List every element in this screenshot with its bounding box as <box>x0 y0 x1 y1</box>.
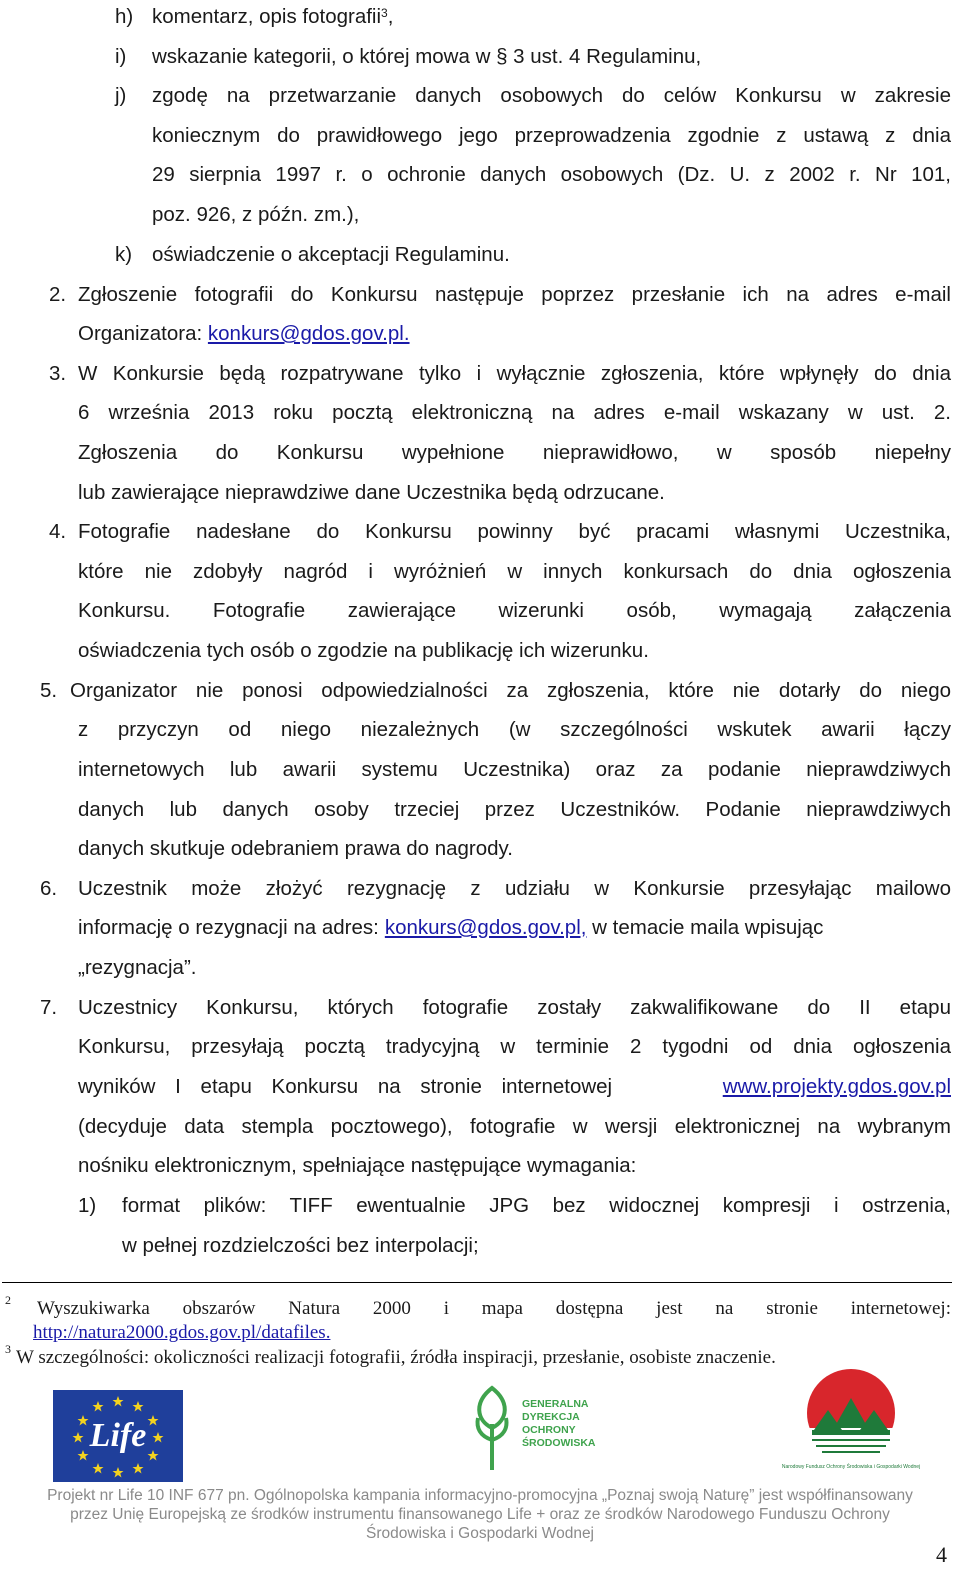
paragraph-7-line: wyników I etapu Konkursu na stronie internetowej www.projekty.gdos.gov.pl <box>78 1075 951 1098</box>
gdos-logo-text: ŚRODOWISKA <box>522 1437 596 1449</box>
page-number: 4 <box>936 1542 947 1567</box>
paragraph-7-line: (decyduje data stempla pocztowego), fotografie w wersji elektronicznej na wybranym <box>78 1115 951 1138</box>
footnote-2-link-line <box>33 1321 330 1345</box>
paragraph-2-line: Zgłoszenie fotografii do Konkursu następuje poprzez przesłanie ich na adres e-mail <box>78 283 951 306</box>
paragraph-3-line: Zgłoszenia do Konkursu wypełnione nieprawidłowo, w sposób niepełny <box>78 441 951 464</box>
footnote-number: 2 <box>5 1293 11 1307</box>
paragraph-5-line: internetowych lub awarii systemu Uczestnika) oraz za podanie nieprawdziwych <box>78 758 951 781</box>
email-link[interactable]: konkurs@gdos.gov.pl, <box>384 916 587 939</box>
item-marker: h) <box>115 5 134 28</box>
gdos-logo-text: OCHRONY <box>522 1424 576 1436</box>
gdos-logo <box>470 1384 596 1474</box>
paragraph-6-line: „rezygnacja”. <box>78 956 197 979</box>
paragraph-5-line: danych skutkuje odebraniem prawa do nagrody. <box>78 837 513 860</box>
paragraph-number: 7. <box>40 996 58 1019</box>
list-item-j-line: poz. 926, z późn. zm.), <box>152 203 360 226</box>
paragraph-number: 4. <box>49 520 67 543</box>
website-link[interactable]: www.projekty.gdos.gov.pl <box>722 1075 951 1098</box>
footer-line: przez Unię Europejską ze środków instrumentu finansowanego Life + oraz ze środków Narodowego Funduszu Ochrony <box>70 1506 890 1523</box>
footnote-2: Wyszukiwarka obszarów Natura 2000 i mapa dostępna jest na stronie internetowej: <box>37 1298 951 1319</box>
natura-link[interactable]: http://natura2000.gdos.gov.pl/datafiles. <box>33 1322 331 1343</box>
footer-line: Projekt nr Life 10 INF 677 pn. Ogólnopolska kampania informacyjno-promocyjna „Poznaj swoją Naturę” jest współfinansowany <box>47 1487 913 1504</box>
paragraph-number: 3. <box>49 362 67 385</box>
paragraph-number: 2. <box>49 283 67 306</box>
paragraph-3-line: W Konkursie będą rozpatrywane tylko i wyłącznie zgłoszenia, które wpłynęły do dnia <box>78 362 951 385</box>
paragraph-2-line: Organizatora: konkurs@gdos.gov.pl. <box>78 322 410 345</box>
paragraph-7-line: Uczestnicy Konkursu, których fotografie zostały zakwalifikowane do II etapu <box>78 996 951 1019</box>
nfos-logo-text: Narodowy Fundusz Ochrony Środowiska i Gospodarki Wodnej <box>781 1464 921 1470</box>
list-item-j-line: koniecznym do prawidłowego jego przeprowadzenia zgodnie z ustawą z dnia <box>152 124 951 147</box>
paragraph-4-line: oświadczenia tych osób o zgodzie na publikację ich wizerunku. <box>78 639 649 662</box>
item-marker: i) <box>115 45 127 68</box>
paragraph-3-line: lub zawierające nieprawdziwe dane Uczestnika będą odrzucane. <box>78 481 665 504</box>
footer-line: Środowiska i Gospodarki Wodnej <box>365 1525 595 1542</box>
life-logo <box>53 1390 183 1482</box>
gdos-logo-text: GENERALNA <box>522 1398 589 1410</box>
paragraph-3-line: 6 września 2013 roku pocztą elektroniczną na adres e-mail wskazany w ust. 2. <box>78 401 951 424</box>
email-link[interactable]: konkurs@gdos.gov.pl. <box>207 322 410 345</box>
paragraph-6-line: informację o rezygnacji na adres: konkurs@gdos.gov.pl, w temacie maila wpisując <box>78 916 824 939</box>
list-item-i: wskazanie kategorii, o której mowa w § 3 ust. 4 Regulaminu, <box>152 45 702 68</box>
paragraph-number: 6. <box>40 877 58 900</box>
paragraph-5-line: danych lub danych osoby trzeciej przez Uczestników. Podanie nieprawdziwych <box>78 798 951 821</box>
paragraph-4-line: które nie zdobyły nagród i wyróżnień w innych konkursach do dnia ogłoszenia <box>78 560 951 583</box>
paragraph-4-line: Fotografie nadesłane do Konkursu powinny być pracami własnymi Uczestnika, <box>78 520 951 543</box>
item-marker: 1) <box>78 1194 97 1217</box>
item-marker: k) <box>115 243 133 266</box>
life-logo-text: Life <box>89 1417 147 1454</box>
list-item-k: oświadczenie o akceptacji Regulaminu. <box>152 243 510 266</box>
paragraph-7-line: nośniku elektronicznym, spełniające następujące wymagania: <box>78 1154 637 1177</box>
list-item-h: komentarz, opis fotografii$^3$, <box>152 5 394 28</box>
nfos-logo <box>781 1368 921 1480</box>
list-item-j-line: zgodę na przetwarzanie danych osobowych do celów Konkursu w zakresie <box>152 84 951 107</box>
footnote-number: 3 <box>5 1342 11 1356</box>
list-item-j-line: 29 sierpnia 1997 r. o ochronie danych osobowych (Dz. U. z 2002 r. Nr 101, <box>152 163 951 186</box>
paragraph-4-line: Konkursu. Fotografie zawierające wizerunki osób, wymagają załączenia <box>78 599 951 622</box>
footnote-separator <box>2 1282 952 1283</box>
paragraph-6-line: Uczestnik może złożyć rezygnację z udziału w Konkursie przesyłając mailowo <box>78 877 951 900</box>
paragraph-7-line: Konkursu, przesyłają pocztą tradycyjną w terminie 2 tygodni od dnia ogłoszenia <box>78 1035 951 1058</box>
sub-item-line: w pełnej rozdzielczości bez interpolacji; <box>122 1234 479 1257</box>
footnote-3: W szczególności: okoliczności realizacji fotografii, źródła inspiracji, przesłanie, osobiste znaczenie. <box>16 1347 776 1368</box>
paragraph-number: 5. <box>40 679 58 702</box>
paragraph-5-line: z przyczyn od niego niezależnych (w szczególności wskutek awarii łączy <box>78 718 951 741</box>
paragraph-5-line: Organizator nie ponosi odpowiedzialności za zgłoszenia, które nie dotarły do niego <box>70 679 951 702</box>
sub-item-line: format plików: TIFF ewentualnie JPG bez widocznej kompresji i ostrzenia, <box>122 1194 951 1217</box>
gdos-logo-text: DYREKCJA <box>522 1411 580 1423</box>
item-marker: j) <box>115 84 127 107</box>
